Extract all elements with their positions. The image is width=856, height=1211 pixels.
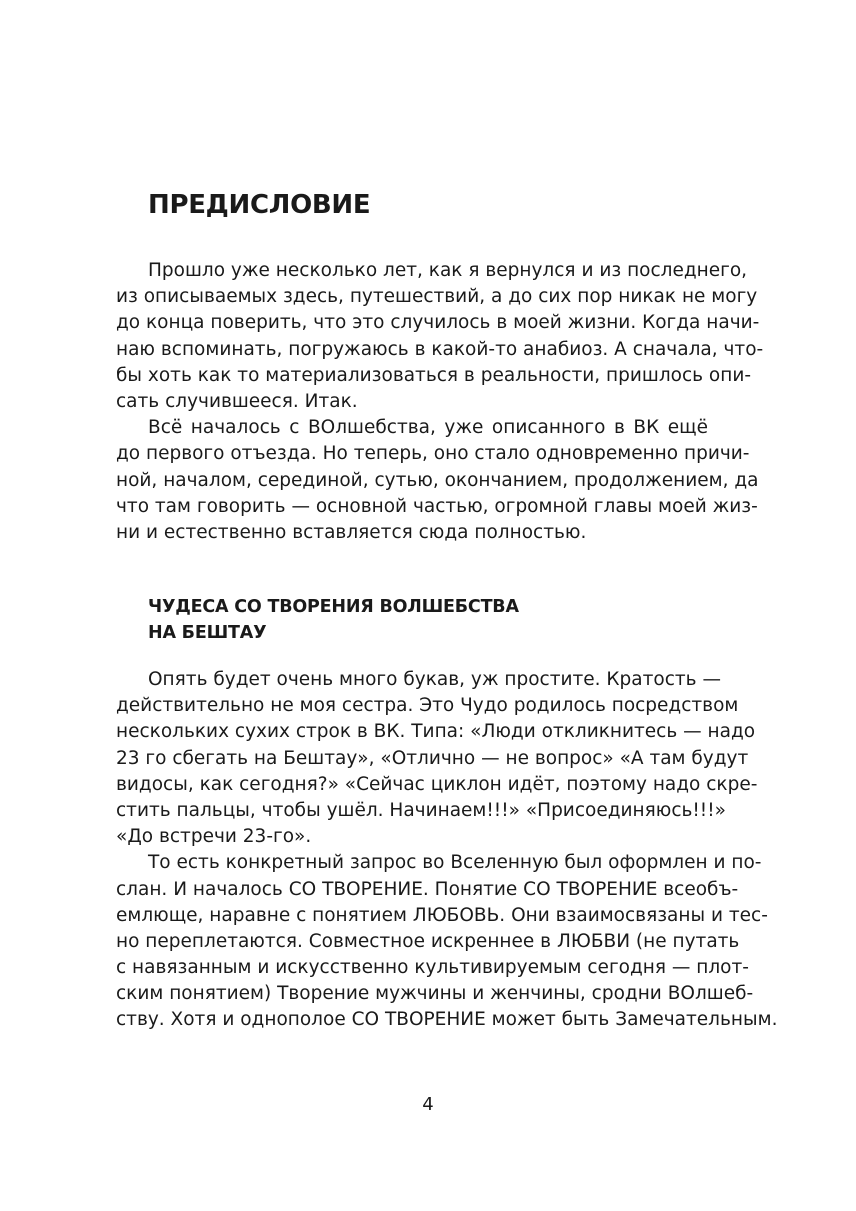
text-line: ству. Хотя и однополое СО ТВОРЕНИЕ может быть Замечательным.	[116, 1009, 778, 1031]
section-title	[148, 594, 519, 646]
text-line: нескольких сухих строк в ВК. Типа: «Люди откликнитесь — надо	[116, 721, 756, 743]
text-line: стить пальцы, чтобы ушёл. Начинаем!!!» «Присоединяюсь!!!»	[116, 799, 726, 821]
page-number: 4	[422, 1094, 434, 1115]
text-line: из описываемых здесь, путешествий, а до сих пор никак не могу	[116, 286, 758, 308]
paragraph	[116, 850, 778, 1033]
text-line: видосы, как сегодня?» «Сейчас циклон идёт, поэтому надо скре-	[116, 773, 758, 795]
text-line: ной, началом, серединой, сутью, окончанием, продолжением, да	[116, 469, 759, 491]
section-text	[116, 667, 778, 1034]
paragraph	[116, 415, 759, 546]
text-line: емлюще, наравне с понятием ЛЮБОВЬ. Они взаимосвязаны и тес-	[116, 904, 768, 926]
text-line: То есть конкретный запрос во Вселенную был оформлен и по-	[148, 852, 762, 874]
paragraph	[116, 667, 758, 850]
text-line: Прошло уже несколько лет, как я вернулся и из последнего,	[148, 260, 748, 281]
text-line: сать случившееся. Итак.	[116, 390, 358, 412]
preface-text	[116, 258, 764, 546]
text-line: Опять будет очень много букав, уж простите. Кратость —	[148, 669, 721, 690]
text-line: ским понятием) Творение мужчины и женчины, сродни ВОлшеб-	[116, 983, 754, 1005]
text-line: бы хоть как то материализоваться в реальности, пришлось опи-	[116, 364, 752, 386]
text-line: наю вспоминать, погружаюсь в какой-то анабиоз. А сначала, что-	[116, 338, 764, 360]
text-line: «До встречи 23-го».	[116, 826, 312, 848]
text-line: действительно не моя сестра. Это Чудо родилось посредством	[116, 695, 739, 717]
section-title-line: НА БЕШТАУ	[148, 623, 267, 643]
section-title-line: ЧУДЕСА СО ТВОРЕНИЯ ВОЛШЕБСТВА	[148, 597, 519, 617]
text-line: 23 го сбегать на Бештау», «Отлично — не вопрос» «А там будут	[116, 747, 749, 769]
text-line: до первого отъезда. Но теперь, оно стало одновременно причи-	[116, 443, 750, 465]
text-line: ни и естественно вставляется сюда полностью.	[116, 521, 587, 543]
text-line: Всё началось с ВОлшебства, уже описанного в ВК ещё	[148, 417, 708, 439]
text-line: что там говорить — основной частью, огромной главы моей жиз-	[116, 495, 758, 517]
text-line: с навязанным и искусственно культивируемым сегодня — плот-	[116, 957, 749, 979]
text-line: слан. И началось СО ТВОРЕНИЕ. Понятие СО ТВОРЕНИЕ всеобъ-	[116, 878, 739, 900]
text-line: до конца поверить, что это случилось в моей жизни. Когда начи-	[116, 312, 760, 334]
text-line: но переплетаются. Совместное искреннее в ЛЮБВИ (не путать	[116, 930, 740, 952]
paragraph	[116, 258, 764, 415]
chapter-title: ПРЕДИСЛОВИЕ	[148, 190, 371, 220]
